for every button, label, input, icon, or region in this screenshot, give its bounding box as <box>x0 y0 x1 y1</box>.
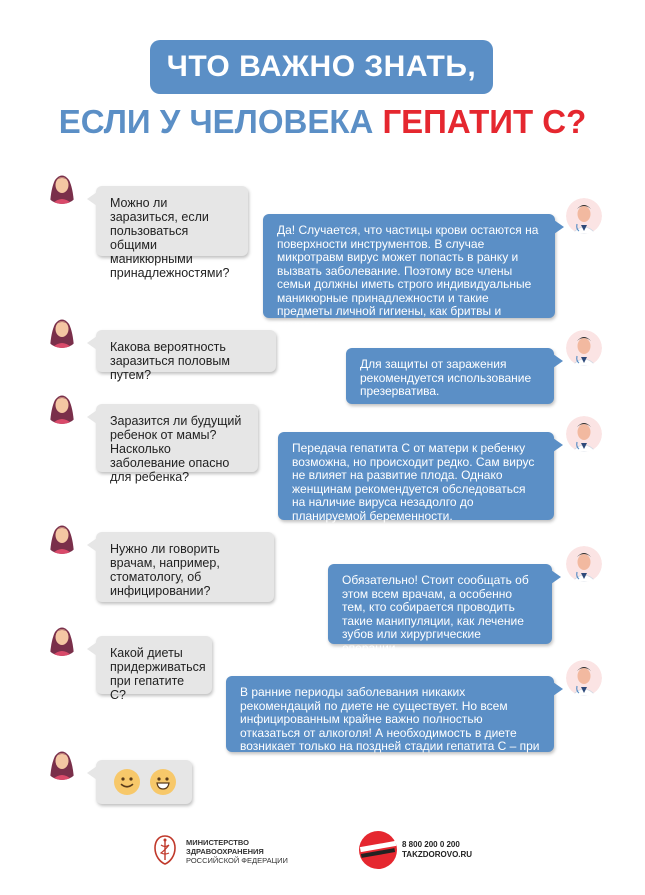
emoji-bubble <box>96 760 192 804</box>
title-line1: ЧТО ВАЖНО ЗНАТЬ, <box>166 50 477 83</box>
patient-avatar <box>44 620 80 656</box>
title-badge <box>150 40 493 94</box>
answer-bubble <box>263 214 555 332</box>
answer-bubble <box>346 348 554 404</box>
patient-avatar <box>44 388 80 424</box>
ministry-line1: МИНИСТЕРСТВО <box>186 838 249 847</box>
ministry-emblem-icon <box>150 834 180 866</box>
answer-text: Для защиты от заражения рекомендуется использование презерватива. <box>360 357 532 398</box>
title-line2-blue: ЕСЛИ У ЧЕЛОВЕКА <box>58 103 383 140</box>
question-text: Какова вероятность заразиться половым путем? <box>110 340 230 382</box>
ministry-name <box>186 838 288 865</box>
page-title <box>0 103 645 141</box>
question-text: Какой диеты придерживаться при гепатите С? <box>110 646 206 702</box>
doctor-avatar <box>566 330 602 366</box>
smile-emoji-icon <box>114 769 140 795</box>
question-bubble <box>96 330 276 382</box>
doctor-avatar <box>566 416 602 452</box>
question-text: Нужно ли говорить врачам, например, стоматологу, об инфицировании? <box>110 542 220 598</box>
answer-text: Передача гепатита С от матери к ребенку возможна, но происходит редко. Сам вирус не влияет на развитие плода. Однако женщинам рекомендуется обследоваться на наличие вируса незадолго до планируемой беременности. <box>292 441 535 523</box>
doctor-avatar <box>566 660 602 696</box>
answer-text: В ранние периоды заболевания никаких рекомендаций по диете не существует. Но всем инфицированным крайне важно полностью отказаться от алкоголя! А необходимость в диете возникает только на поздней стадии гепатита С – при циррозе печени. <box>240 685 540 767</box>
site-link[interactable]: TAKZDOROVO.RU <box>402 850 473 859</box>
doctor-avatar <box>566 198 602 234</box>
patient-avatar <box>44 168 80 204</box>
question-text: Заразится ли будущий ребенок от мамы? Насколько заболевание опасно для ребенка? <box>110 414 242 484</box>
patient-avatar <box>44 744 80 780</box>
hotline-phone: 8 800 200 0 200 <box>402 840 460 849</box>
takzdorovo-contacts <box>402 840 472 860</box>
takzdorovo-logo-icon <box>356 830 400 870</box>
patient-avatar <box>44 312 80 348</box>
doctor-avatar <box>566 546 602 582</box>
title-line2-red: ГЕПАТИТ С? <box>382 103 587 140</box>
answer-text: Обязательно! Стоит сообщать об этом всем врачам, а особенно тем, кто собирается проводить такие манипуляции, как лечение зубов или хирургические операции. <box>342 573 529 655</box>
question-bubble <box>96 404 258 484</box>
question-bubble <box>96 532 274 602</box>
answer-bubble <box>328 564 552 655</box>
answer-bubble <box>226 676 554 767</box>
grin-emoji-icon <box>150 769 176 795</box>
patient-avatar <box>44 518 80 554</box>
answer-bubble <box>278 432 554 523</box>
question-text: Можно ли заразиться, если пользоваться общими маникюрными принадлежностями? <box>110 196 230 280</box>
ministry-line3: РОССИЙСКОЙ ФЕДЕРАЦИИ <box>186 856 288 865</box>
answer-text: Да! Случается, что частицы крови остаются на поверхности инструментов. В случае микротравм вирус может попасть в ранку и вызвать заболевание. Поэтому все члены семьи должны иметь строго индивидуальные маникюрные принадлежности и такие предметы личной гигиены, как бритвы и пинцеты. <box>277 223 539 332</box>
ministry-line2: ЗДРАВООХРАНЕНИЯ <box>186 847 264 856</box>
question-bubble <box>96 186 248 280</box>
question-bubble <box>96 636 212 702</box>
